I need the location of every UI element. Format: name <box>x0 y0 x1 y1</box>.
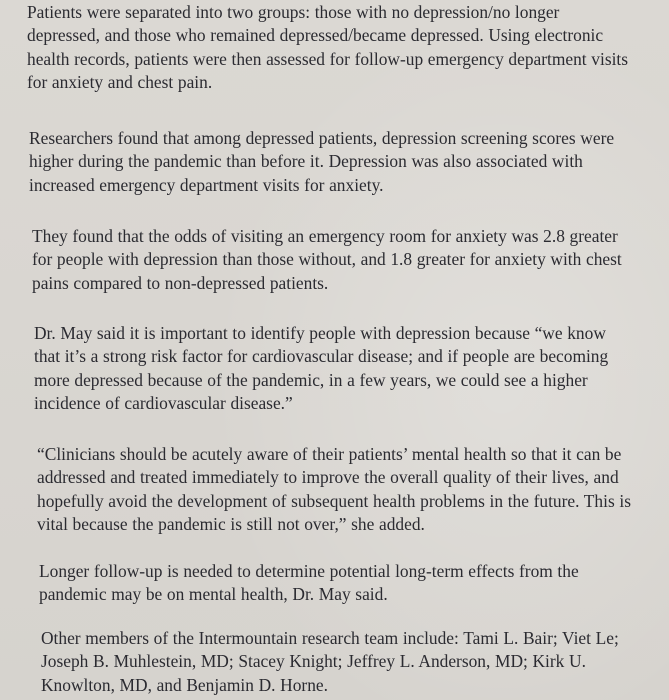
text-line: higher during the pandemic than before it. Depression was also associated with <box>29 151 583 172</box>
text-line: Other members of the Intermountain research team include: Tami L. Bair; Viet Le; <box>41 628 619 648</box>
text-line: hopefully avoid the development of subsequent health problems in the future. This is <box>37 490 631 511</box>
text-line: that it’s a strong risk factor for cardiovascular disease; and if people are becoming <box>34 346 609 367</box>
text-line: for people with depression than those without, and 1.8 greater for anxiety with chest <box>32 249 622 270</box>
text-line: vital because the pandemic is still not over,” she added. <box>37 514 425 535</box>
text-line: They found that the odds of visiting an emergency room for anxiety was 2.8 greater <box>32 226 618 246</box>
paragraph-follow-up <box>39 560 579 607</box>
paragraph-odds-findings <box>32 225 622 295</box>
text-line: Dr. May said it is important to identify people with depression because “we know <box>34 323 606 343</box>
text-line: Joseph B. Muhlestein, MD; Stacey Knight; Jeffrey L. Anderson, MD; Kirk U. <box>41 651 586 672</box>
text-line: pains compared to non-depressed patients. <box>32 272 329 293</box>
text-line: Patients were separated into two groups: those with no depression/no longer <box>27 2 560 22</box>
paragraph-clinicians-quote <box>37 443 631 537</box>
paragraph-screening-scores <box>29 127 614 197</box>
text-line: for anxiety and chest pain. <box>27 72 213 93</box>
text-line: health records, patients were then assessed for follow-up emergency department visits <box>27 48 629 69</box>
text-line: Researchers found that among depressed patients, depression screening scores were <box>29 128 615 148</box>
text-line: Longer follow-up is needed to determine potential long-term effects from the <box>39 561 579 581</box>
paragraph-research-team <box>41 627 619 697</box>
paragraph-dr-may-quote <box>34 322 608 416</box>
text-line: depressed, and those who remained depressed/became depressed. Using electronic <box>27 25 604 46</box>
text-line: more depressed because of the pandemic, in a few years, we could see a higher <box>34 369 588 390</box>
text-line: Knowlton, MD, and Benjamin D. Horne. <box>41 674 328 695</box>
text-line: pandemic may be on mental health, Dr. May said. <box>39 584 388 605</box>
text-line: incidence of cardiovascular disease.” <box>34 393 293 414</box>
text-line: increased emergency department visits for anxiety. <box>29 174 384 195</box>
paragraph-patient-groups <box>27 1 628 95</box>
text-line: addressed and treated immediately to improve the overall quality of their lives, and <box>37 467 619 488</box>
text-line: “Clinicians should be acutely aware of their patients’ mental health so that it can be <box>37 444 622 464</box>
